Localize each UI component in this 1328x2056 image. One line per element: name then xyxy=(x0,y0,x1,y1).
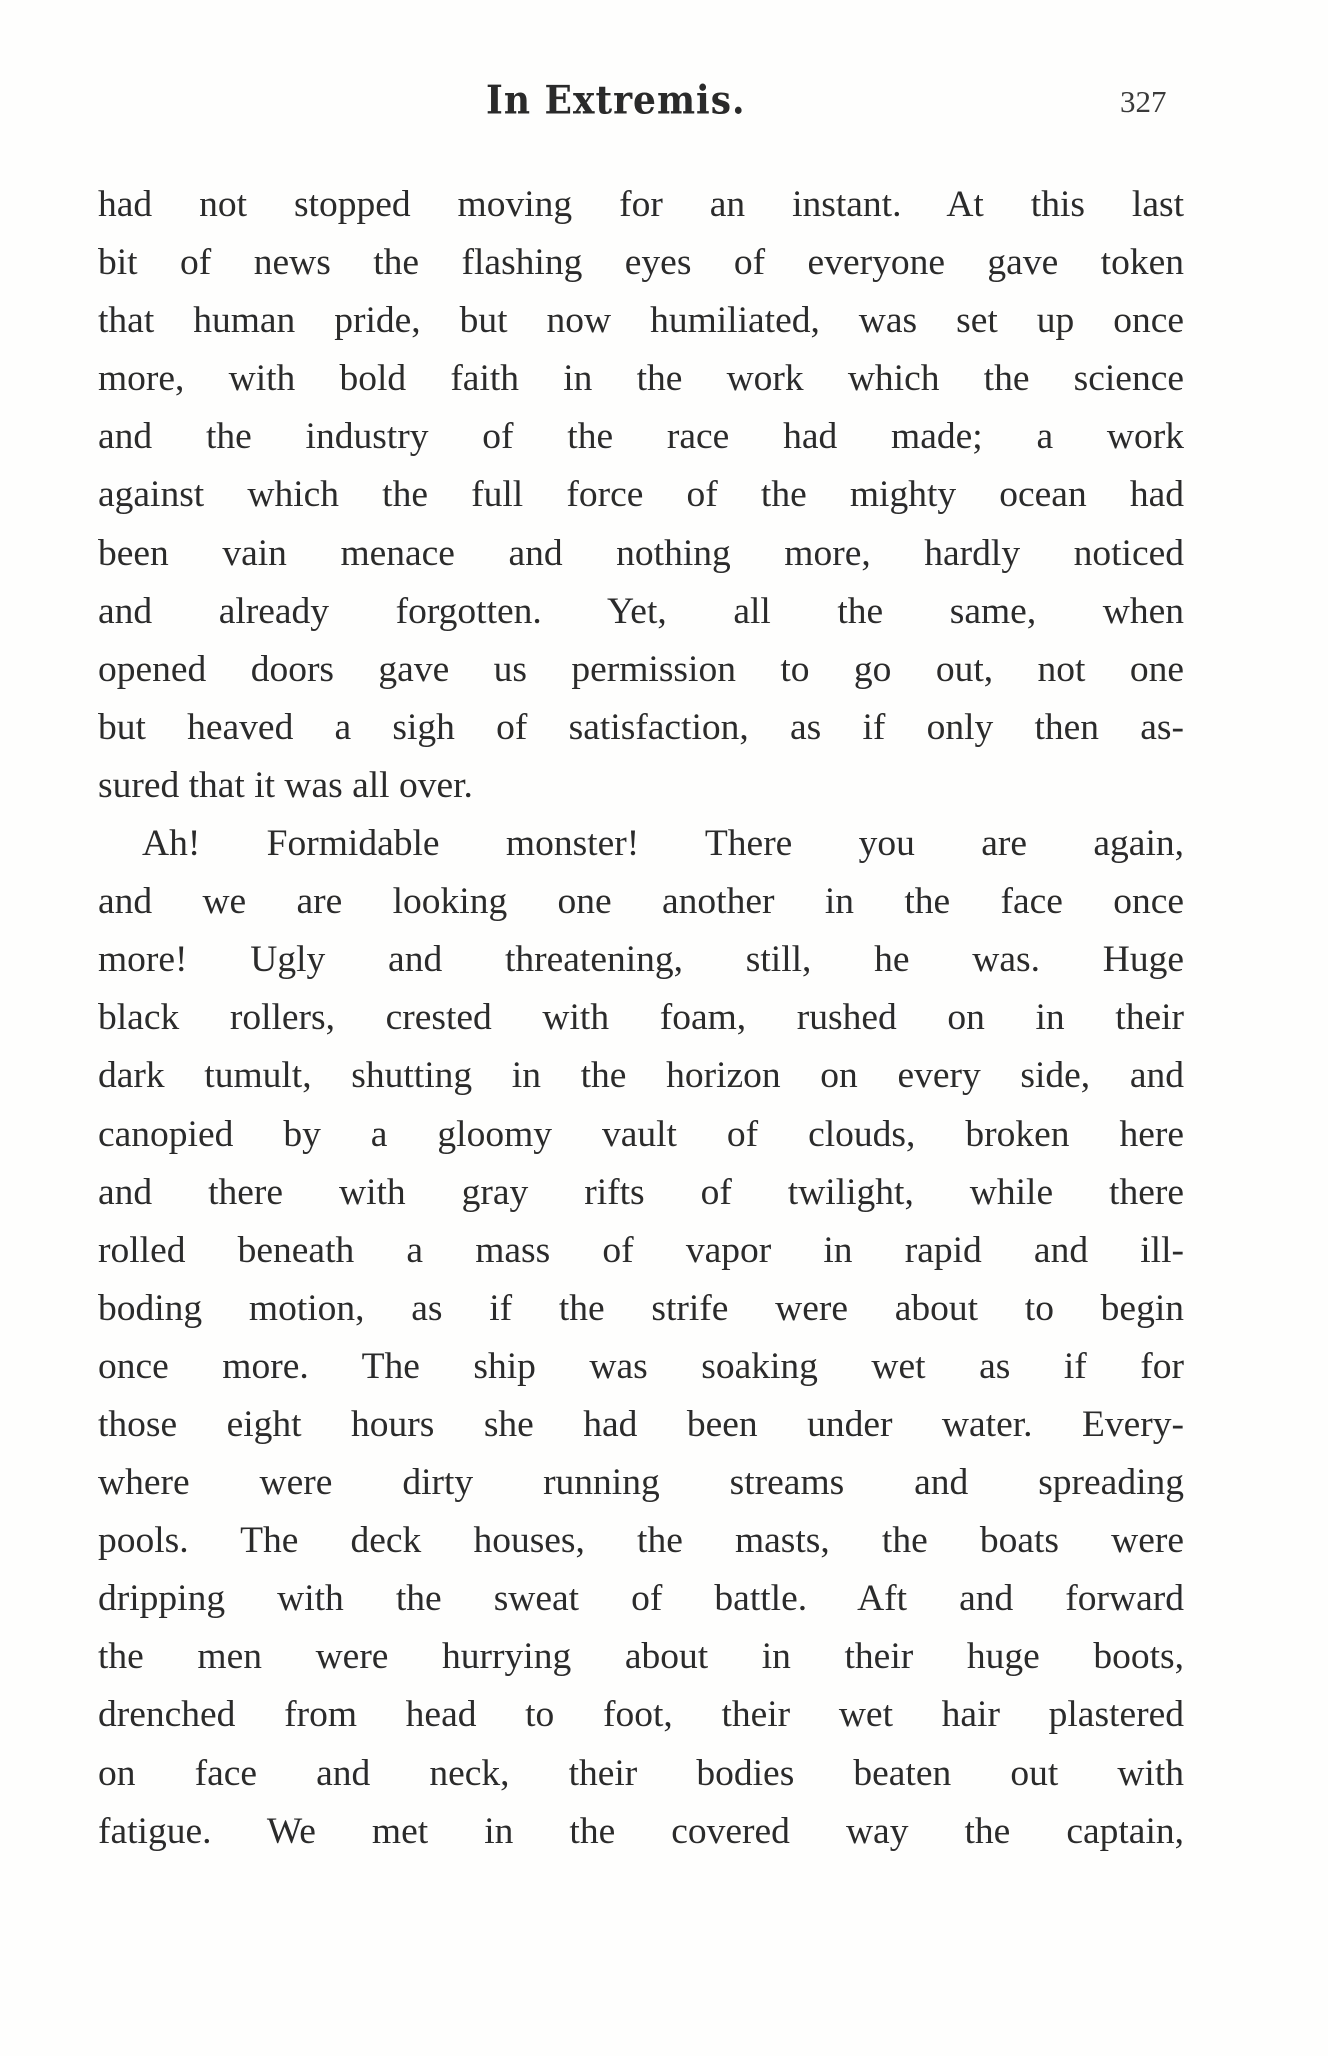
text-line: where were dirty running streams and spreading xyxy=(98,1462,1184,1504)
text-line: black rollers, crested with foam, rushed on in their xyxy=(98,997,1184,1039)
text-line: dripping with the sweat of battle. Aft and forward xyxy=(98,1578,1184,1620)
text-line: and there with gray rifts of twilight, while there xyxy=(98,1171,1184,1213)
text-line: been vain menace and nothing more, hardly noticed xyxy=(98,532,1184,574)
text-line: and the industry of the race had made; a work xyxy=(98,416,1184,458)
text-line: Ah! Formidable monster! There you are again, xyxy=(142,823,1184,865)
text-line: on face and neck, their bodies beaten out with xyxy=(98,1752,1184,1794)
text-line: opened doors gave us permission to go out, not one xyxy=(98,648,1184,690)
text-line: more, with bold faith in the work which the science xyxy=(98,358,1184,400)
text-line: once more. The ship was soaking wet as if for xyxy=(98,1345,1184,1387)
text-line: canopied by a gloomy vault of clouds, broken here xyxy=(98,1113,1184,1155)
text-line: and we are looking one another in the face once xyxy=(98,881,1184,923)
text-line: and already forgotten. Yet, all the same, when xyxy=(98,590,1184,632)
text-line: more! Ugly and threatening, still, he was. Huge xyxy=(98,939,1184,981)
text-line: the men were hurrying about in their huge boots, xyxy=(98,1636,1184,1678)
text-line: against which the full force of the mighty ocean had xyxy=(98,474,1184,516)
text-line: boding motion, as if the strife were about to begin xyxy=(98,1287,1184,1329)
text-line: pools. The deck houses, the masts, the boats were xyxy=(98,1520,1184,1562)
text-line: drenched from head to foot, their wet hair plastered xyxy=(98,1694,1184,1736)
paragraph-1 xyxy=(98,176,1184,815)
body-text xyxy=(98,176,1184,1861)
text-line: but heaved a sigh of satisfaction, as if only then as- xyxy=(98,706,1184,748)
text-line: those eight hours she had been under water. Every- xyxy=(98,1403,1184,1445)
page-number: 327 xyxy=(1120,84,1167,119)
running-title: In Extremis. xyxy=(486,78,746,124)
text-line: fatigue. We met in the covered way the captain, xyxy=(98,1810,1184,1852)
text-line: rolled beneath a mass of vapor in rapid and ill- xyxy=(98,1229,1184,1271)
text-line: dark tumult, shutting in the horizon on every side, and xyxy=(98,1055,1184,1097)
paragraph-2 xyxy=(98,815,1184,1861)
text-line: bit of news the flashing eyes of everyone gave token xyxy=(98,242,1184,284)
text-line: sured that it was all over. xyxy=(98,764,473,806)
running-head xyxy=(0,78,1328,128)
text-line: that human pride, but now humiliated, was set up once xyxy=(98,300,1184,342)
text-line: had not stopped moving for an instant. At this last xyxy=(98,184,1184,225)
